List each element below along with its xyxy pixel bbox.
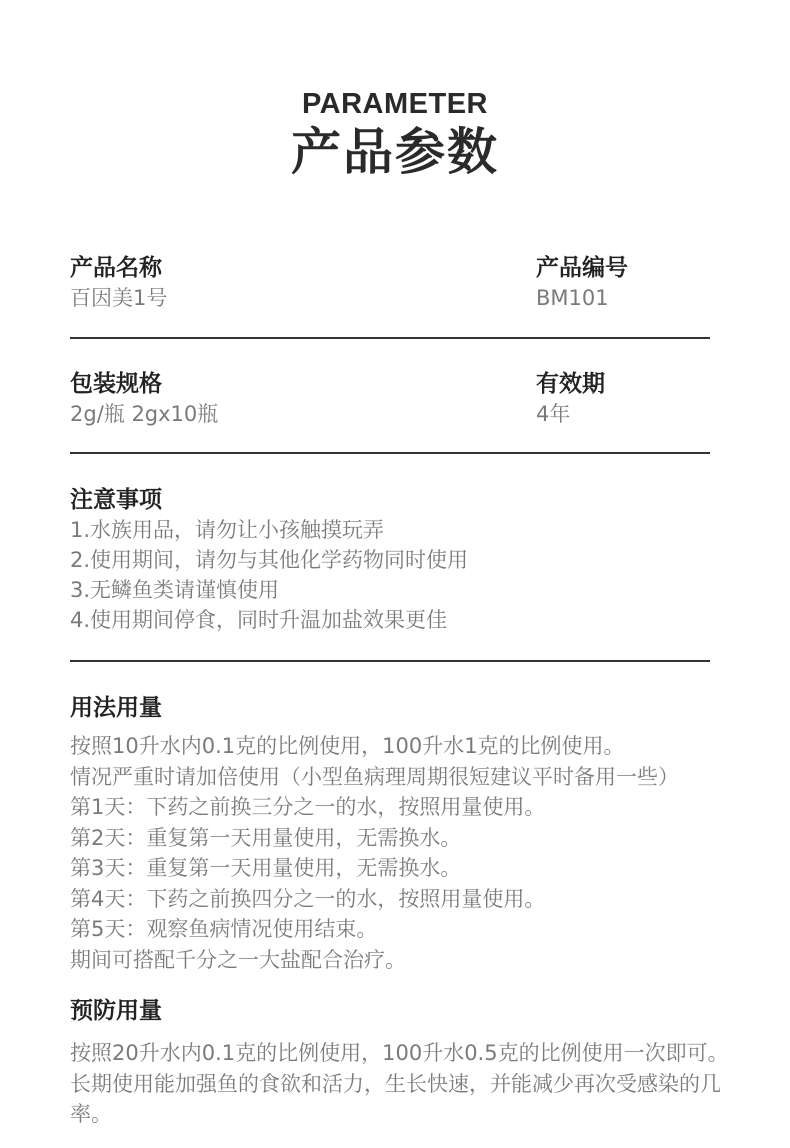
product-code-block <box>536 253 628 313</box>
prevention-section <box>70 996 729 1130</box>
divider <box>70 337 710 339</box>
usage-section <box>70 693 710 975</box>
product-info-row <box>70 253 710 313</box>
notes-label: 注意事项 <box>70 487 162 513</box>
package-spec-value: 2g/瓶 2gx10瓶 <box>70 402 219 426</box>
shelf-life-block <box>536 369 605 429</box>
usage-line: 第2天：重复第一天用量使用，无需换水。 <box>70 825 462 850</box>
divider <box>70 452 710 454</box>
package-spec-label: 包装规格 <box>70 371 162 397</box>
usage-line: 第4天：下药之前换四分之一的水，按照用量使用。 <box>70 886 546 911</box>
header-title-en: PARAMETER <box>301 88 489 120</box>
usage-line: 第3天：重复第一天用量使用，无需换水。 <box>70 856 462 880</box>
notes-item: 1.水族用品，请勿让小孩触摸玩弄 <box>70 518 385 542</box>
usage-label: 用法用量 <box>70 695 162 721</box>
notes-item: 2.使用期间，请勿与其他化学药物同时使用 <box>70 548 469 572</box>
shelf-life-label: 有效期 <box>536 371 605 397</box>
product-code-label: 产品编号 <box>536 255 628 281</box>
usage-line: 第5天：观察鱼病情况使用结束。 <box>70 917 378 941</box>
usage-line: 情况严重时请加倍使用（小型鱼病理周期很短建议平时备用一些） <box>70 764 679 789</box>
usage-line: 期间可搭配千分之一大盐配合治疗。 <box>70 947 406 972</box>
page-header <box>0 88 790 182</box>
prevention-text: 按照20升水内0.1克的比例使用，100升水0.5克的比例使用一次即可。长期使用能加强鱼的食欲和活力，生长快速，并能减少再次受感染的几率。 <box>70 1041 729 1126</box>
product-code-value: BM101 <box>536 286 609 310</box>
usage-line: 第1天：下药之前换三分之一的水，按照用量使用。 <box>70 795 546 819</box>
package-spec-block <box>70 369 710 429</box>
notes-item: 3.无鳞鱼类请谨慎使用 <box>70 578 280 602</box>
divider <box>70 660 710 662</box>
product-name-label: 产品名称 <box>70 255 162 281</box>
shelf-life-value: 4年 <box>536 402 571 426</box>
notes-item: 4.使用期间停食，同时升温加盐效果更佳 <box>70 608 448 632</box>
usage-line: 按照10升水内0.1克的比例使用，100升水1克的比例使用。 <box>70 734 625 758</box>
product-name-value: 百因美1号 <box>70 286 168 310</box>
header-title-cn: 产品参数 <box>291 123 499 181</box>
notes-section <box>70 485 710 635</box>
package-info-row <box>70 369 710 429</box>
prevention-label: 预防用量 <box>70 998 162 1024</box>
